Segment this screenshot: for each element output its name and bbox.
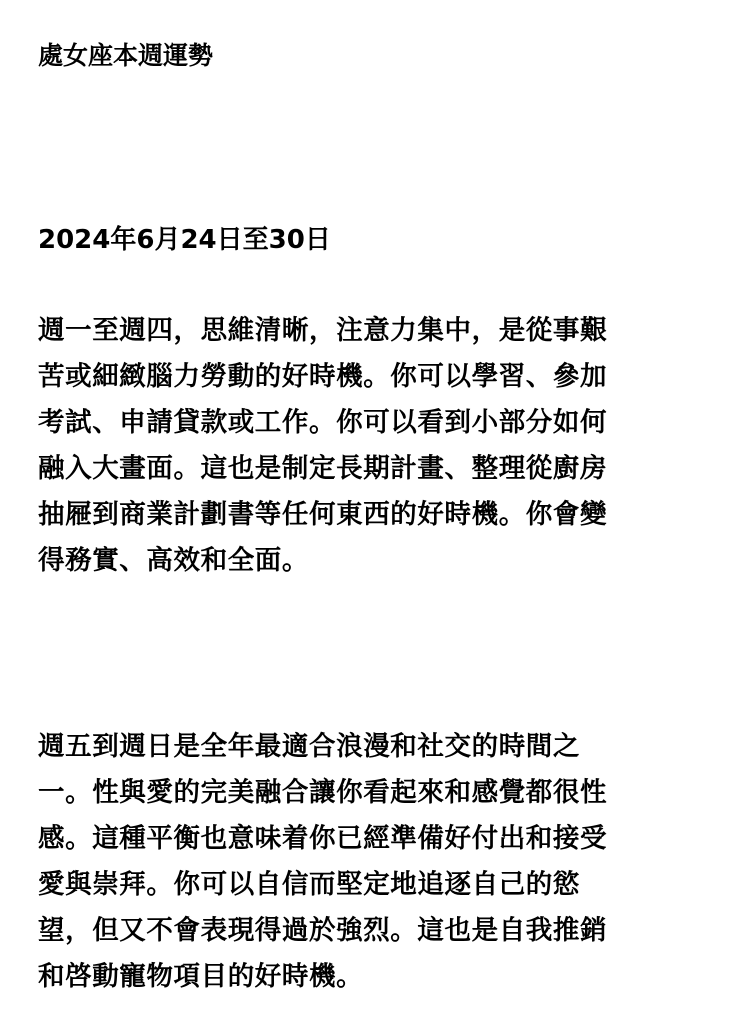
paragraph-line: 得務實、高效和全面。 [38,545,309,576]
paragraph-line: 抽屜到商業計劃書等任何東西的好時機。你會變 [38,499,608,530]
paragraph-line: 融入大畫面。這也是制定長期計畫、整理從廚房 [38,453,608,484]
date-range: 2024年6月24日至30日 [38,225,331,255]
paragraph-weekdays [38,308,678,584]
page-title: 處女座本週運勢 [38,41,214,70]
paragraph-line: 週一至週四，思維清晰，注意力集中，是從事艱 [38,315,608,346]
paragraph-line: 感。這種平衡也意味着你已經準備好付出和接受 [38,823,608,854]
paragraph-line: 考試、申請貸款或工作。你可以看到小部分如何 [38,407,608,438]
paragraph-line: 週五到週日是全年最適合浪漫和社交的時間之 [38,731,580,762]
paragraph-line: 一。性與愛的完美融合讓你看起來和感覺都很性 [38,777,608,808]
paragraph-line: 望，但又不會表現得過於強烈。這也是自我推銷 [38,915,608,946]
paragraph-line: 和啓動寵物項目的好時機。 [38,961,364,992]
paragraph-line: 愛與崇拜。你可以自信而堅定地追逐自己的慾 [38,869,580,900]
paragraph-line: 苦或細緻腦力勞動的好時機。你可以學習、參加 [38,361,608,392]
paragraph-weekend [38,724,678,1000]
